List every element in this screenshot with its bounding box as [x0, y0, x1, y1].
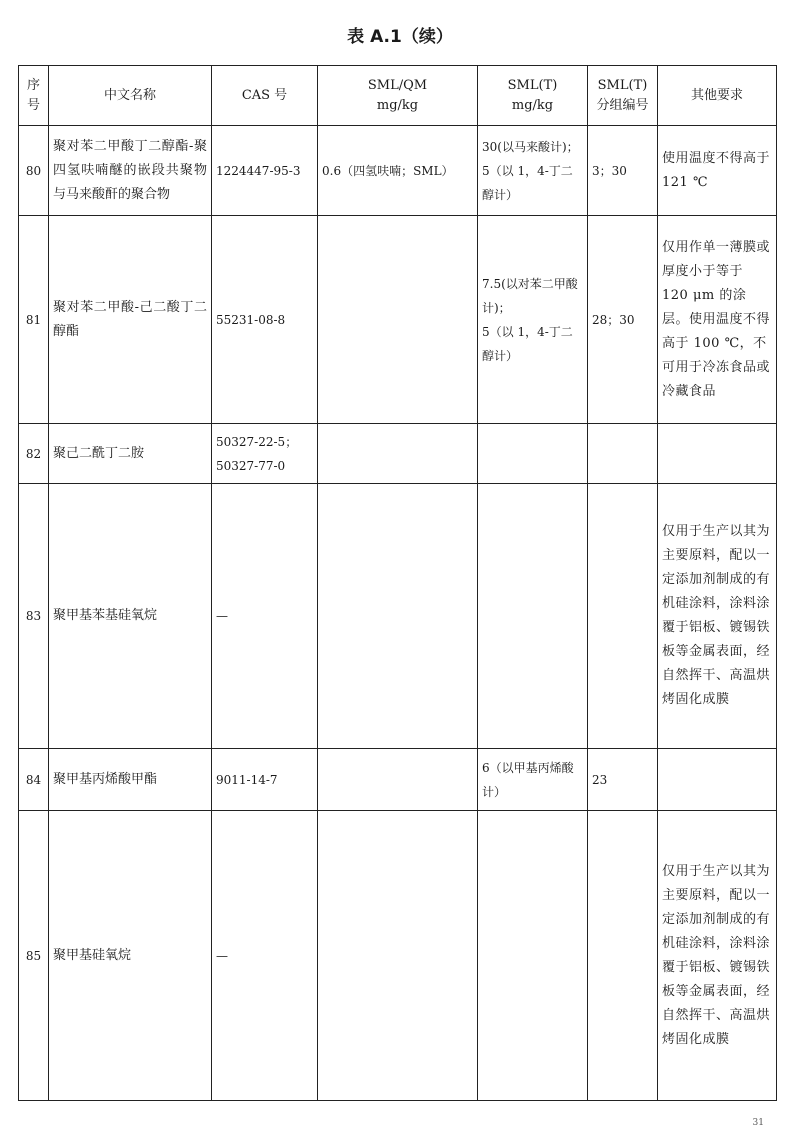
- cell-group: [588, 424, 658, 484]
- header-other: 其他要求: [658, 66, 777, 126]
- cell-cas: 50327-22-5； 50327-77-0: [212, 424, 318, 484]
- cell-other: [658, 424, 777, 484]
- cell-no: 83: [19, 484, 49, 749]
- header-name: 中文名称: [49, 66, 212, 126]
- cell-no: 81: [19, 216, 49, 424]
- header-no: 序号: [19, 66, 49, 126]
- cell-other: 仅用于生产以其为主要原料，配以一定添加剂制成的有机硅涂料，涂料涂覆于铝板、镀锡铁板等金属表面，经自然挥干、高温烘烤固化成膜: [658, 811, 777, 1101]
- cell-group: 28；30: [588, 216, 658, 424]
- cell-name: 聚对苯二甲酸丁二醇酯-聚四氢呋喃醚的嵌段共聚物与马来酸酐的聚合物: [49, 126, 212, 216]
- cell-group: [588, 484, 658, 749]
- cell-group: [588, 811, 658, 1101]
- table-row: [19, 811, 777, 1101]
- header-sml-qm: SML/QM mg/kg: [318, 66, 478, 126]
- cell-sml-qm: [318, 424, 478, 484]
- cell-sml-t: [478, 811, 588, 1101]
- cell-sml-qm: [318, 216, 478, 424]
- cell-name: 聚己二酰丁二胺: [49, 424, 212, 484]
- cell-sml-t: [478, 484, 588, 749]
- cell-sml-t: 30(以马来酸计)； 5（以 1，4-丁二醇计）: [478, 126, 588, 216]
- table-row: [19, 749, 777, 811]
- cell-cas: 1224447-95-3: [212, 126, 318, 216]
- table-row: [19, 216, 777, 424]
- cell-name: 聚甲基硅氧烷: [49, 811, 212, 1101]
- cell-sml-qm: [318, 811, 478, 1101]
- cell-no: 84: [19, 749, 49, 811]
- header-sml-t: SML(T) mg/kg: [478, 66, 588, 126]
- cell-sml-t: 7.5(以对苯二甲酸计)； 5（以 1，4-丁二醇计）: [478, 216, 588, 424]
- header-sml-t-group: SML(T) 分组编号: [588, 66, 658, 126]
- cell-name: 聚甲基丙烯酸甲酯: [49, 749, 212, 811]
- cell-other: 仅用于生产以其为主要原料，配以一定添加剂制成的有机硅涂料，涂料涂覆于铝板、镀锡铁板等金属表面，经自然挥干、高温烘烤固化成膜: [658, 484, 777, 749]
- cell-cas: —: [212, 484, 318, 749]
- table-row: [19, 126, 777, 216]
- cell-no: 85: [19, 811, 49, 1101]
- cell-sml-qm: [318, 749, 478, 811]
- cell-other: [658, 749, 777, 811]
- cell-sml-t: [478, 424, 588, 484]
- page-number: 31: [752, 1118, 764, 1128]
- table-row: [19, 484, 777, 749]
- cell-cas: —: [212, 811, 318, 1101]
- cell-other: 仅用作单一薄膜或厚度小于等于 120 μm 的涂层。使用温度不得高于 100 ℃，不可用于冷冻食品或冷藏食品: [658, 216, 777, 424]
- cell-sml-qm: [318, 484, 478, 749]
- cell-group: 3；30: [588, 126, 658, 216]
- cell-other: 使用温度不得高于 121 ℃: [658, 126, 777, 216]
- cell-group: 23: [588, 749, 658, 811]
- cell-name: 聚甲基苯基硅氧烷: [49, 484, 212, 749]
- cell-name: 聚对苯二甲酸-己二酸丁二醇酯: [49, 216, 212, 424]
- cell-no: 82: [19, 424, 49, 484]
- cell-sml-qm: 0.6（四氢呋喃；SML）: [318, 126, 478, 216]
- header-cas: CAS 号: [212, 66, 318, 126]
- cell-sml-t: 6（以甲基丙烯酸计）: [478, 749, 588, 811]
- cell-cas: 9011-14-7: [212, 749, 318, 811]
- cell-no: 80: [19, 126, 49, 216]
- cell-cas: 55231-08-8: [212, 216, 318, 424]
- table-title: 表 A.1（续）: [347, 27, 453, 47]
- additive-table: [18, 65, 777, 1101]
- table-row: [19, 424, 777, 484]
- header-row: [19, 66, 777, 126]
